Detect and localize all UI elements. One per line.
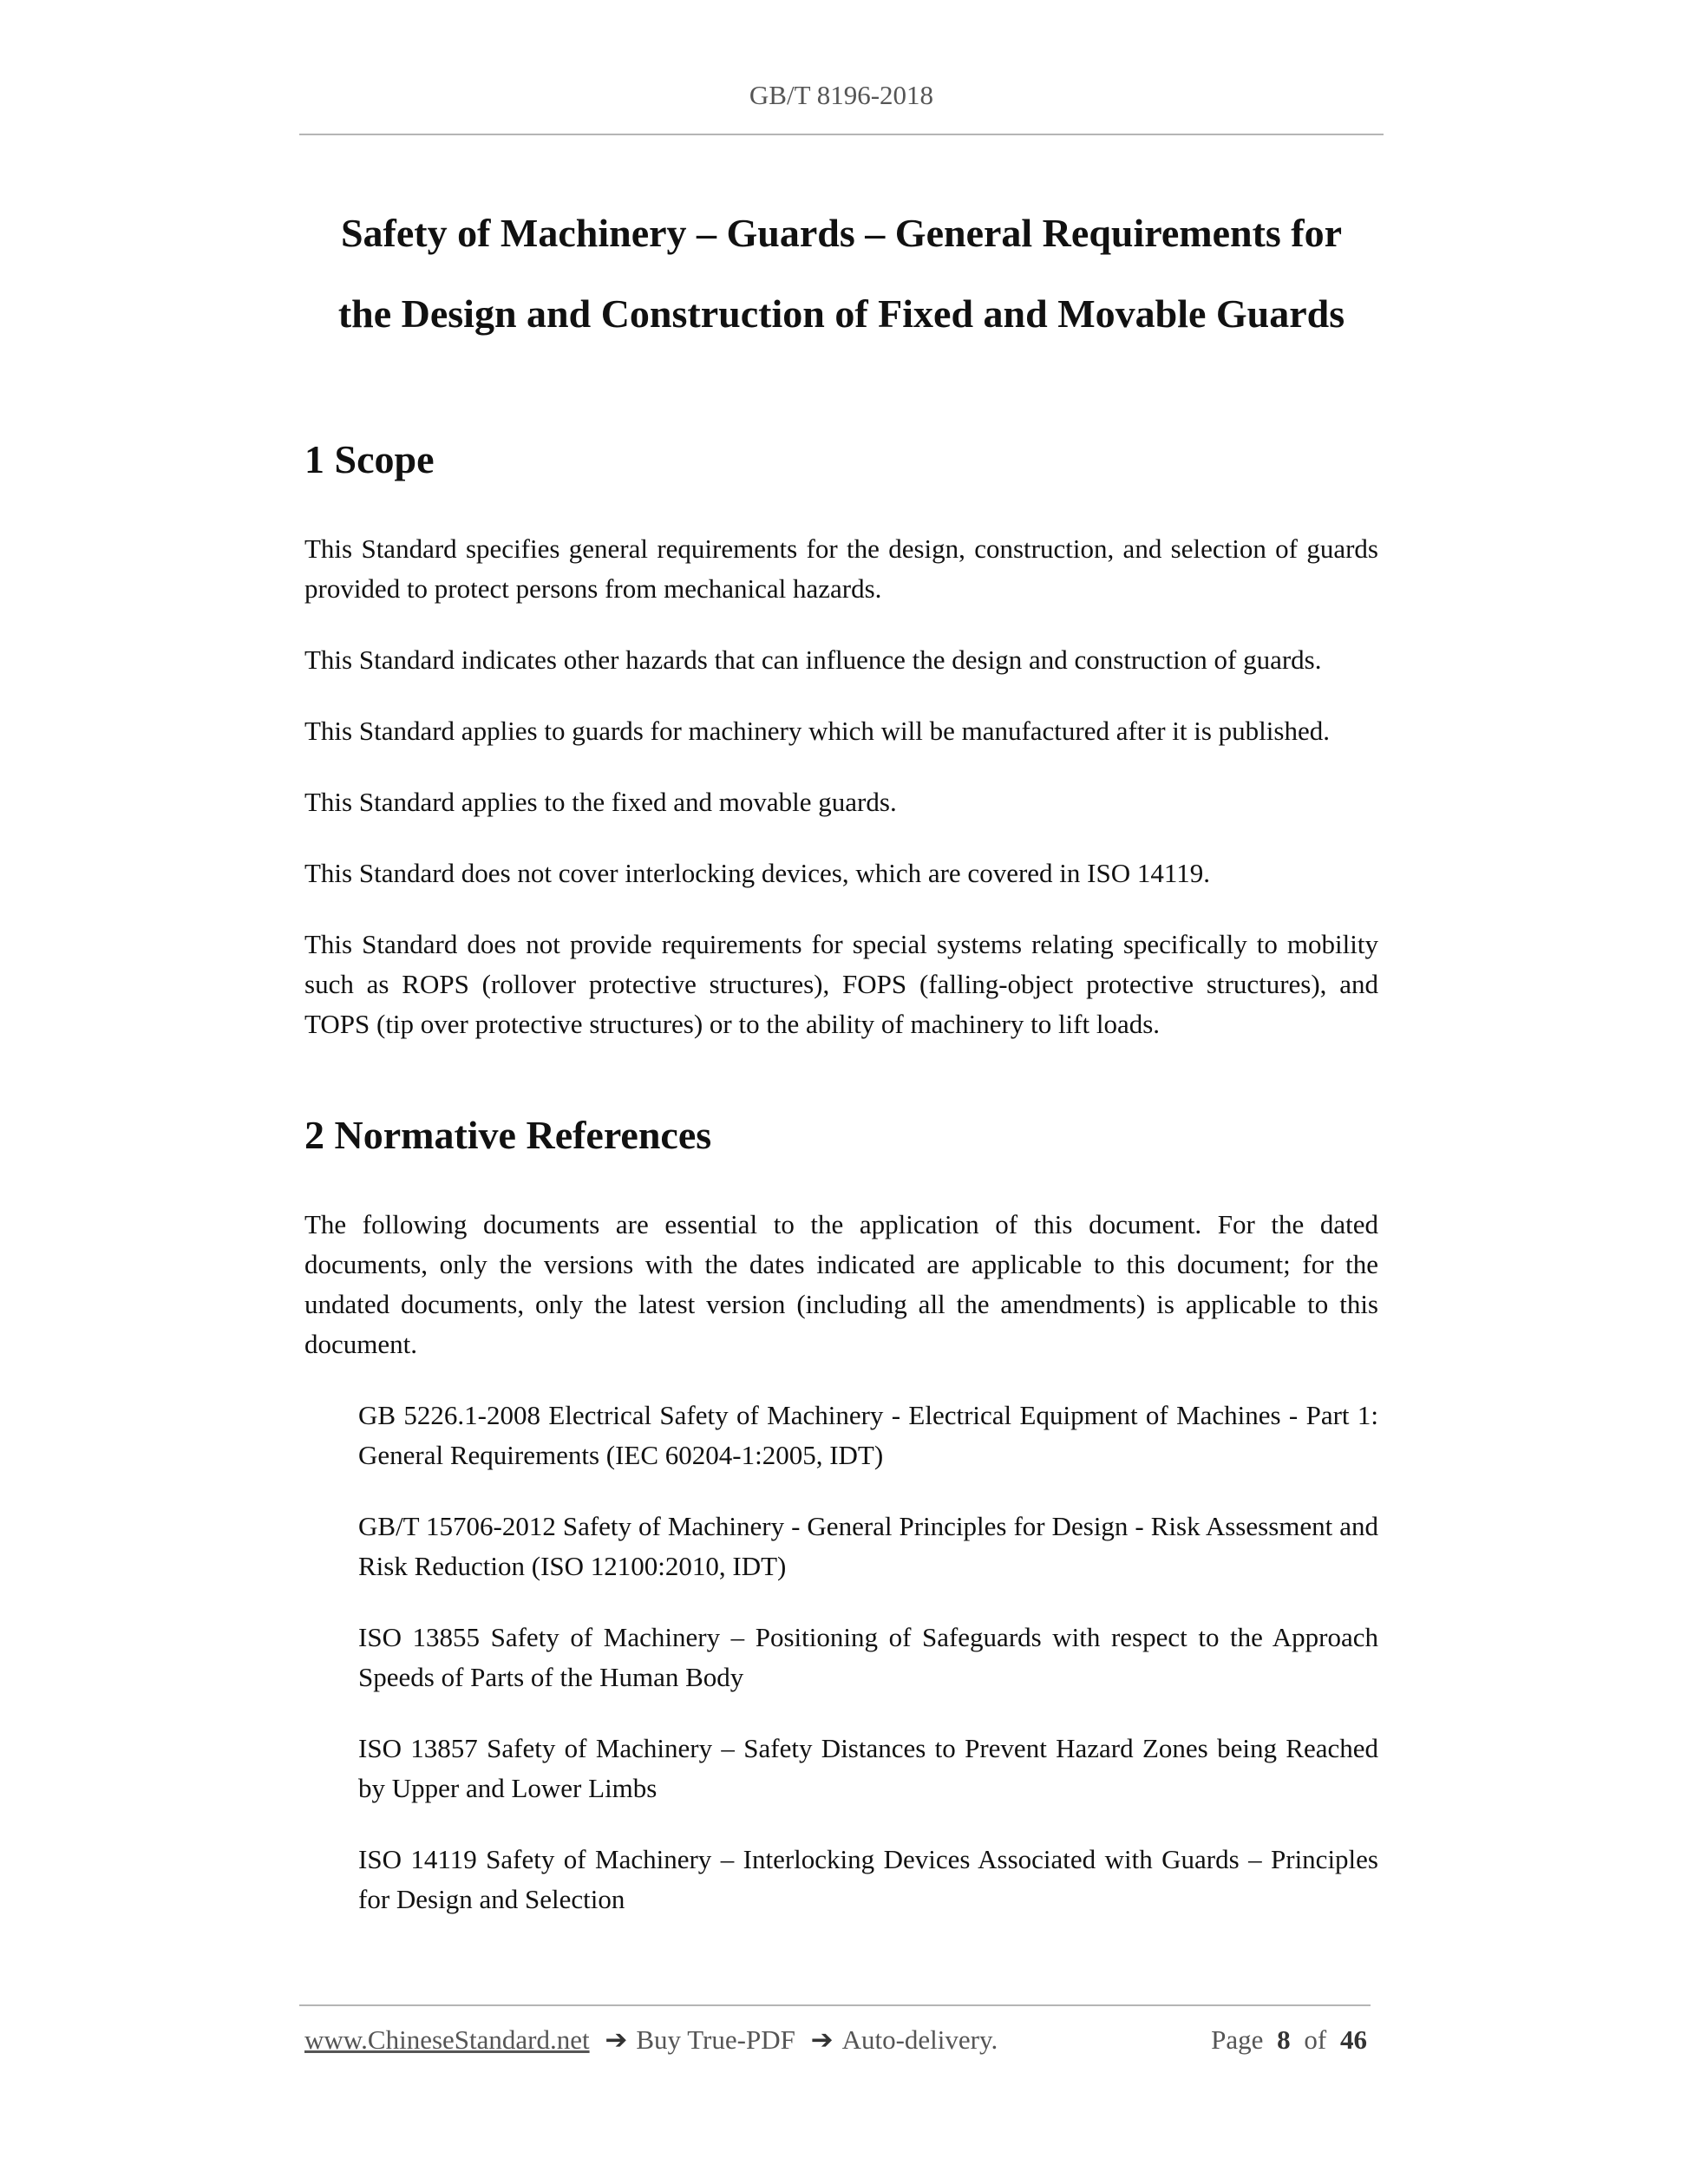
- scope-paragraph: This Standard applies to the fixed and movable guards.: [304, 787, 897, 817]
- header-rule: [299, 134, 1384, 135]
- footer-rule: [299, 2004, 1371, 2006]
- scope-heading: 1 Scope: [304, 437, 435, 481]
- reference-item: GB/T 15706-2012 Safety of Machinery - General Principles for Design - Risk Assessment and Risk Reduction (ISO 12100:2010, IDT): [358, 1511, 1378, 1581]
- arrow-right-icon: ➔: [810, 2024, 834, 2055]
- normative-references-section: [304, 1111, 1378, 1951]
- title-line-2: the Design and Construction of Fixed and Movable Guards: [337, 291, 1345, 336]
- reference-item: ISO 13855 Safety of Machinery – Positioning of Safeguards with respect to the Approach Speeds of Parts of the Human Body: [358, 1622, 1378, 1692]
- page-indicator: [1207, 2024, 1371, 2056]
- normative-intro-paragraph: The following documents are essential to the application of this document. For the dated documents, only the versions with the dates indicated are applicable to this document; for the undated documents, only the latest version (including all the amendments) is applicable to this document.: [304, 1209, 1378, 1359]
- reference-list: [304, 1396, 1378, 1919]
- reference-item: ISO 13857 Safety of Machinery – Safety Distances to Prevent Hazard Zones being Reached by Upper and Lower Limbs: [358, 1733, 1378, 1803]
- footer-promo: [304, 2024, 998, 2056]
- scope-paragraph: This Standard specifies general requirements for the design, construction, and selection of guards provided to protect persons from mechanical hazards.: [304, 533, 1378, 604]
- scope-paragraph: This Standard indicates other hazards that can influence the design and construction of guards.: [304, 644, 1322, 675]
- current-page-number: 8: [1277, 2024, 1291, 2055]
- reference-item: ISO 14119 Safety of Machinery – Interlocking Devices Associated with Guards – Principles for Design and Selection: [358, 1844, 1378, 1914]
- site-link[interactable]: www.ChineseStandard.net: [304, 2024, 590, 2055]
- reference-item: GB 5226.1-2008 Electrical Safety of Machinery - Electrical Equipment of Machines - Part 1: General Requirements (IEC 60204-1:2005, IDT): [358, 1400, 1378, 1470]
- of-label: of: [1304, 2024, 1327, 2055]
- buy-true-pdf-text: Buy True-PDF: [636, 2024, 795, 2055]
- scope-section: [304, 435, 1378, 1076]
- document-title: [299, 193, 1384, 354]
- total-pages-number: 46: [1340, 2024, 1367, 2055]
- auto-delivery-text: Auto-delivery.: [841, 2024, 998, 2055]
- normative-references-heading: 2 Normative References: [304, 1113, 712, 1157]
- page-footer: [304, 2024, 1371, 2056]
- arrow-right-icon: ➔: [605, 2024, 628, 2055]
- scope-paragraph: This Standard applies to guards for machinery which will be manufactured after it is published.: [304, 716, 1330, 746]
- page-label: Page: [1211, 2024, 1264, 2055]
- scope-paragraph: This Standard does not cover interlocking devices, which are covered in ISO 14119.: [304, 858, 1210, 888]
- running-header: GB/T 8196-2018: [749, 80, 934, 110]
- title-line-1: Safety of Machinery – Guards – General Requirements for: [340, 211, 1343, 255]
- scope-paragraph: This Standard does not provide requirements for special systems relating specifically to mobility such as ROPS (rollover protective structures), FOPS (falling-object protective structures), and TOPS (tip over protective structures) or to the ability of machinery to lift loads.: [304, 929, 1378, 1039]
